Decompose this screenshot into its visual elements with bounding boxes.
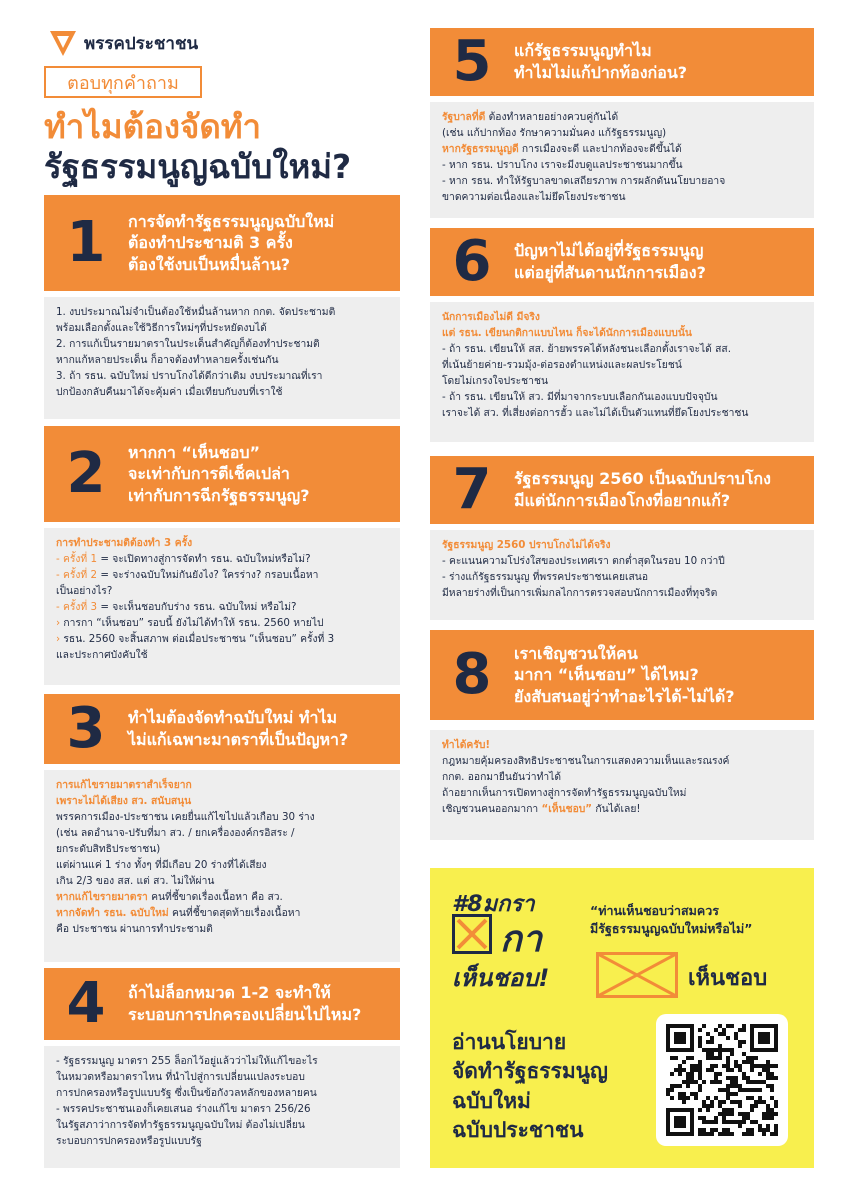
- read-policy-text: อ่านนโยบาย จัดทำรัฐธรรมนูญ ฉบับใหม่ ฉบับประชาชน: [452, 1030, 608, 1143]
- ballot-checkbox-icon: [452, 914, 492, 954]
- cross-mark-icon: [455, 917, 489, 951]
- question-text: หากกา “เห็นชอบ” จะเท่ากับการตีเช็คเปล่า เท่ากับการฉีกรัฐธรรมนูญ?: [128, 442, 310, 505]
- question-8-answer: ทำได้ครับ! กฎหมายคุ้มครองสิทธิประชาชนในการแสดงความเห็นและรณรงค์ กกต. ออกมายืนยันว่าทำได้ ถ้าอยากเห็นการเปิดทางสู่การจัดทำรัฐธรรมนูญฉบับใหม่ เชิญชวนคนออกมากา “เห็นชอบ” กันได้เลย!: [430, 730, 814, 840]
- campaign-henchob-script: เห็นชอบ!: [452, 964, 550, 992]
- question-2-answer: การทำประชามติต้องทำ 3 ครั้ง - ครั้งที่ 1 = จะเปิดทางสู่การจัดทำ รธน. ฉบับใหม่หรือไม่? - ครั้งที่ 2 = จะร่างฉบับใหม่กันยังไง? ใครร่าง? กรอบเนื้อหา เป็นอย่างไร? - ครั้งที่ 3 = จะเห็นชอบกับร่าง รธน. ฉบับใหม่ หรือไม่? › การกา “เห็นชอบ” รอบนี้ ยังไม่ได้ทำให้ รธน. 2560 หายไป › รธน. 2560 จะสิ้นสภาพ ต่อเมื่อประชาชน “เห็นชอบ” ครั้งที่ 3 และประกาศบังคับใช้: [44, 528, 400, 685]
- question-number: 4: [66, 971, 106, 1036]
- question-4-header: [44, 968, 400, 1040]
- question-text: ถ้าไม่ล็อกหมวด 1-2 จะทำให้ ระบอบการปกครองเปลี่ยนไปไหม?: [128, 983, 362, 1024]
- question-text: เราเชิญชวนให้คน มากา “เห็นชอบ” ได้ไหม? ยังสับสนอยู่ว่าทำอะไรได้-ไม่ได้?: [514, 643, 735, 706]
- question-8-header: [430, 630, 814, 720]
- question-3-header: [44, 694, 400, 764]
- question-number: 8: [452, 642, 492, 707]
- question-5-answer: รัฐบาลที่ดี ต้องทำหลายอย่างควบคู่กันได้ (เช่น แก้ปากท้อง รักษาความมั่นคง แก้รัฐธรรมนูญ) หากรัฐธรรมนูญดี การเมืองจะดี และปากท้องจะดีขึ้นได้ - หาก รธน. ปราบโกง เราจะมีงบดูแลประชาชนมากขึ้น - หาก รธน. ทำให้รัฐบาลขาดเสถียรภาพ การผลักดันนโยบายอาจ ขาดความต่อเนื่องและไม่ยึดโยงประชาชน: [430, 102, 814, 218]
- question-2-header: [44, 426, 400, 522]
- page-title-line1: ทำไมต้องจัดทำ: [44, 107, 262, 146]
- question-text: ทำไมต้องจัดทำฉบับใหม่ ทำไม ไม่แก้เฉพาะมาตราที่เป็นปัญหา?: [128, 708, 349, 749]
- question-text: ปัญหาไม่ได้อยู่ที่รัฐธรรมนูญ แต่อยู่ที่สันดานนักการเมือง?: [514, 241, 706, 282]
- question-text: แก้รัฐธรรมนูญทำไม ทำไมไม่แก้ปากท้องก่อน?: [514, 41, 688, 82]
- qr-code-icon: [666, 1024, 778, 1136]
- page-title-line2: รัฐธรรมนูญฉบับใหม่?: [44, 147, 352, 186]
- ballot-question: “ท่านเห็นชอบว่าสมควร มีรัฐธรรมนูญฉบับใหม่หรือไม่”: [590, 903, 753, 936]
- campaign-kaa: กา: [500, 919, 543, 960]
- question-number: 7: [452, 457, 492, 522]
- question-7-header: [430, 456, 814, 524]
- question-number: 6: [452, 229, 492, 294]
- question-number: 5: [452, 29, 492, 94]
- campaign-hashtag: #8มกรา: [452, 892, 535, 917]
- question-3-answer: การแก้ไขรายมาตราสำเร็จยาก เพราะไม่ได้เสียง สว. สนับสนุน พรรคการเมือง-ประชาชน เคยยื่นแก้ไขไปแล้วเกือบ 30 ร่าง (เช่น ลดอำนาจ-ปรับที่มา สว. / ยกเครื่ององค์กรอิสระ / ยกระดับสิทธิประชาชน) แต่ผ่านแค่ 1 ร่าง ทั้งๆ ที่มีเกือบ 20 ร่างที่ได้เสียง เกิน 2/3 ของ สส. แต่ สว. ไม่ให้ผ่าน หากแก้ไขรายมาตรา คนที่ชี้ขาดเรื่องเนื้อหา คือ สว. หากจัดทำ รธน. ฉบับใหม่ คนที่ชี้ขาดสุดท้ายเรื่องเนื้อหา คือ ประชาชน ผ่านการทำประชามติ: [44, 770, 400, 962]
- party-logo: [48, 28, 198, 58]
- question-number: 2: [66, 441, 106, 506]
- party-name: พรรคประชาชน: [84, 33, 199, 54]
- ballot-box-icon: [596, 952, 678, 998]
- question-4-answer: - รัฐธรรมนูญ มาตรา 255 ล็อกไว้อยู่แล้วว่าไม่ให้แก้ไขอะไร ในหมวดหรือมาตราไหน ที่นำไปสู่การเปลี่ยนแปลงระบอบ การปกครองหรือรูปแบบรัฐ ซึ่งเป็นข้อกังวลหลักของหลายคน - พรรคประชาชนเองก็เคยเสนอ ร่างแก้ไข มาตรา 256/26 ในรัฐสภาว่าการจัดทำรัฐธรรมนูญฉบับใหม่ ต้องไม่เปลี่ยน ระบอบการปกครองหรือรูปแบบรัฐ: [44, 1046, 400, 1168]
- question-text: การจัดทำรัฐธรรมนูญฉบับใหม่ ต้องทำประชามติ 3 ครั้ง ต้องใช้งบเป็นหมื่นล้าน?: [128, 211, 335, 274]
- subtitle-badge: ตอบทุกคำถาม: [44, 66, 202, 98]
- question-number: 1: [66, 210, 106, 275]
- question-text: รัฐธรรมนูญ 2560 เป็นฉบับปราบโกง มีแต่นักการเมืองโกงที่อยากแก้?: [514, 469, 771, 510]
- question-6-header: [430, 228, 814, 296]
- party-logo-icon: [48, 28, 78, 58]
- question-number: 3: [66, 696, 106, 761]
- question-6-answer: นักการเมืองไม่ดี มีจริง แต่ รธน. เขียนกติกาแบบไหน ก็จะได้นักการเมืองแบบนั้น - ถ้า รธน. เขียนให้ สส. ย้ายพรรคได้หลังชนะเลือกตั้งเราจะได้ สส. ที่เน้นย้ายค่าย-รวมมุ้ง-ต่อรองตำแหน่งและผลประโยชน์ โดยไม่เกรงใจประชาชน - ถ้า รธน. เขียนให้ สว. มีที่มาจากระบบเลือกกันเองแบบปัจจุบัน เราจะได้ สว. ที่เสี่ยงต่อการฮั้ว และไม่ได้เป็นตัวแทนที่ยึดโยงประชาชน: [430, 302, 814, 442]
- campaign-box: [430, 868, 814, 1168]
- question-1-answer: 1. งบประมาณไม่จำเป็นต้องใช้หมื่นล้านหาก กกต. จัดประชามติ พร้อมเลือกตั้งและใช้วิธีการใหม่ๆที่ประหยัดงบได้ 2. การแก้เป็นรายมาตราในประเด็นสำคัญก็ต้องทำประชามติ หากแก้หลายประเด็น ก็อาจต้องทำหลายครั้งเช่นกัน 3. ถ้า รธน. ฉบับใหม่ ปราบโกงได้ดีกว่าเดิม งบประมาณที่เรา ปกป้องกลับคืนมาได้จะคุ้มค่า เมื่อเทียบกับงบที่เราใช้: [44, 297, 400, 419]
- qr-code[interactable]: [656, 1014, 788, 1146]
- question-7-answer: รัฐธรรมนูญ 2560 ปราบโกงไม่ได้จริง - คะแนนความโปร่งใสของประเทศเรา ตกต่ำสุดในรอบ 10 กว่าปี - ร่างแก้รัฐธรรมนูญ ที่พรรคประชาชนเคยเสนอ มีหลายร่างที่เป็นการเพิ่มกลไกการตรวจสอบนักการเมืองที่ทุจริต: [430, 530, 814, 620]
- ballot-label: เห็นชอบ: [688, 966, 768, 991]
- question-1-header: [44, 195, 400, 291]
- question-5-header: [430, 28, 814, 96]
